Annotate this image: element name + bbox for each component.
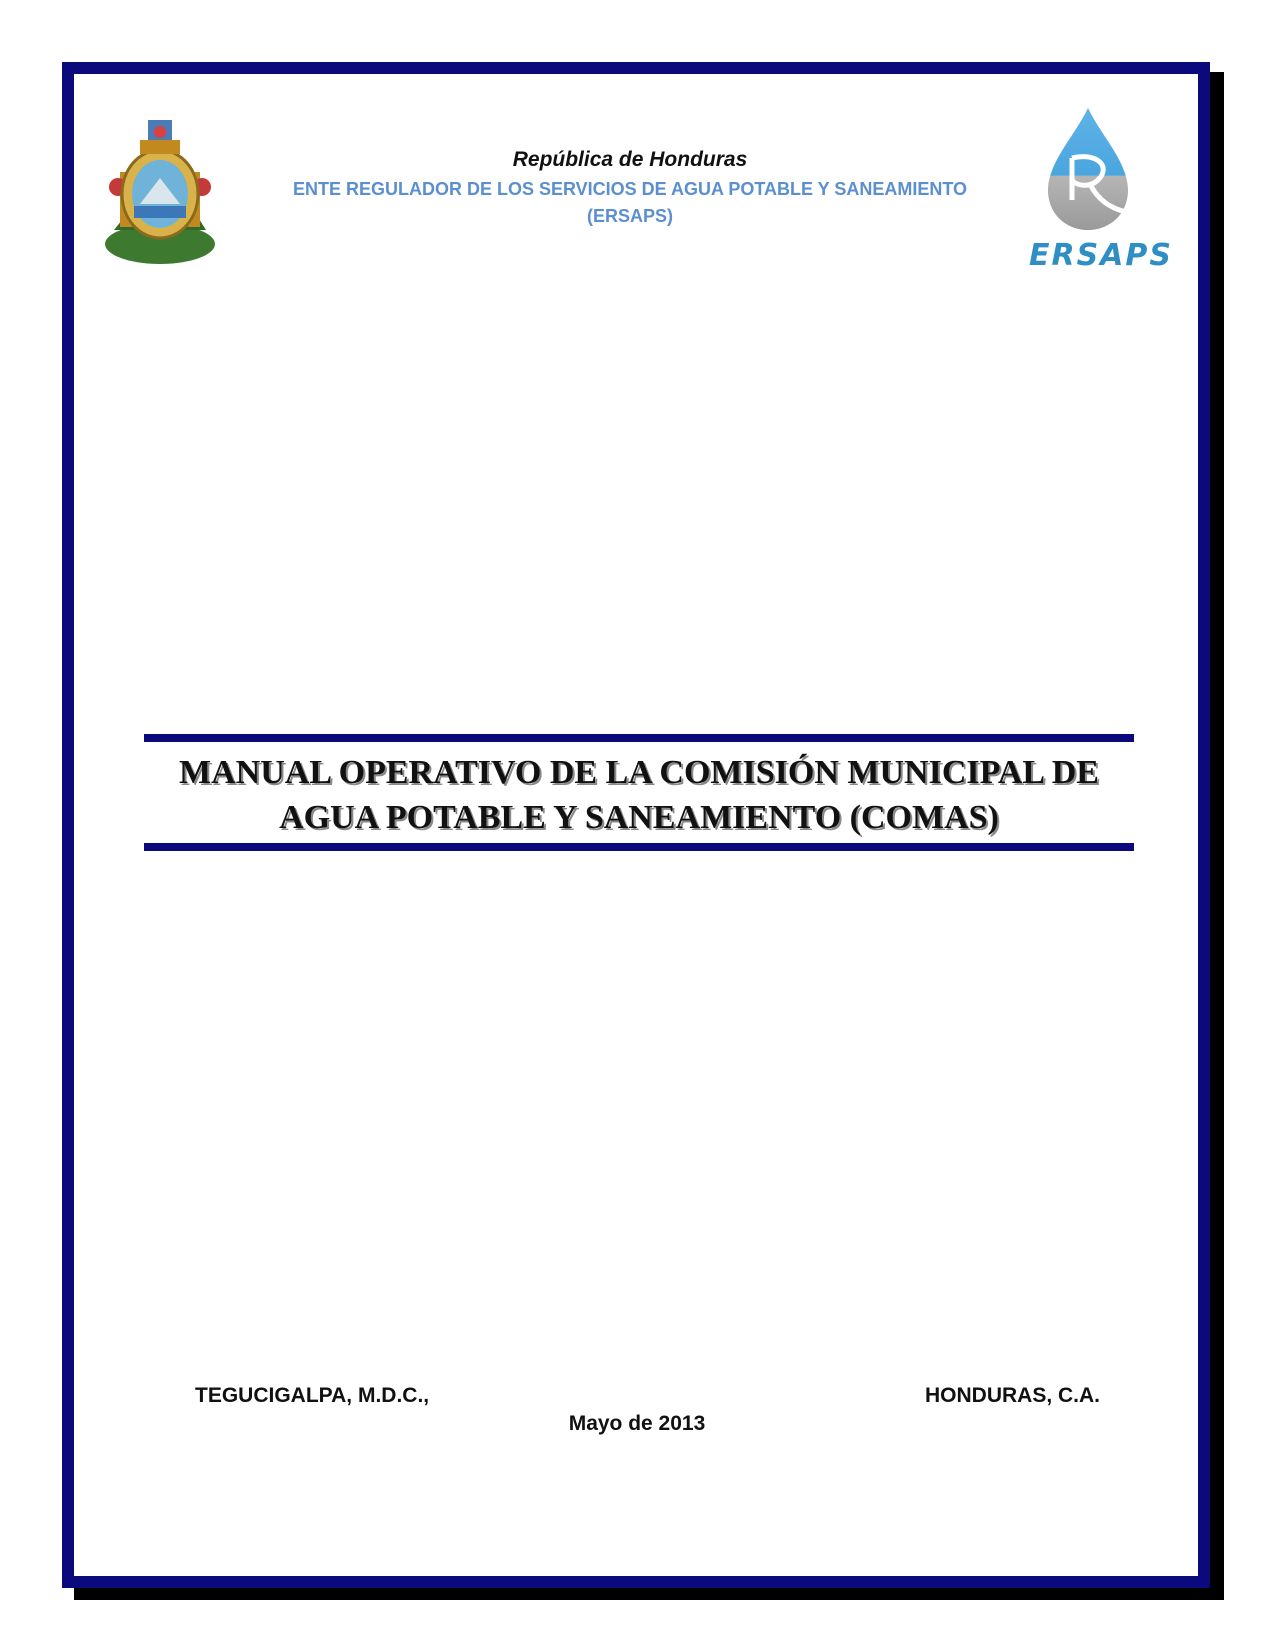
document-title xyxy=(144,750,1134,840)
ersaps-logo xyxy=(1026,104,1176,284)
footer-country: HONDURAS, C.A. xyxy=(925,1384,1101,1407)
republic-heading: República de Honduras xyxy=(512,148,748,171)
footer-date: Mayo de 2013 xyxy=(568,1412,706,1435)
title-line-1: MANUAL OPERATIVO DE LA COMISIÓN MUNICIPAL DE xyxy=(179,754,1099,791)
water-drop-icon xyxy=(1036,104,1146,234)
coat-of-arms-icon xyxy=(100,112,220,267)
title-line-2: AGUA POTABLE Y SANEAMIENTO (COMAS) xyxy=(279,799,999,836)
title-rule-bottom xyxy=(144,843,1134,851)
agency-acronym: (ERSAPS) xyxy=(586,206,673,226)
agency-name: ENTE REGULADOR DE LOS SERVICIOS DE AGUA POTABLE Y SANEAMIENTO xyxy=(292,179,968,199)
footer-city: TEGUCIGALPA, M.D.C., xyxy=(195,1384,430,1407)
ersaps-logo-text: ERSAPS xyxy=(1028,238,1173,273)
title-rule-top xyxy=(144,734,1134,742)
